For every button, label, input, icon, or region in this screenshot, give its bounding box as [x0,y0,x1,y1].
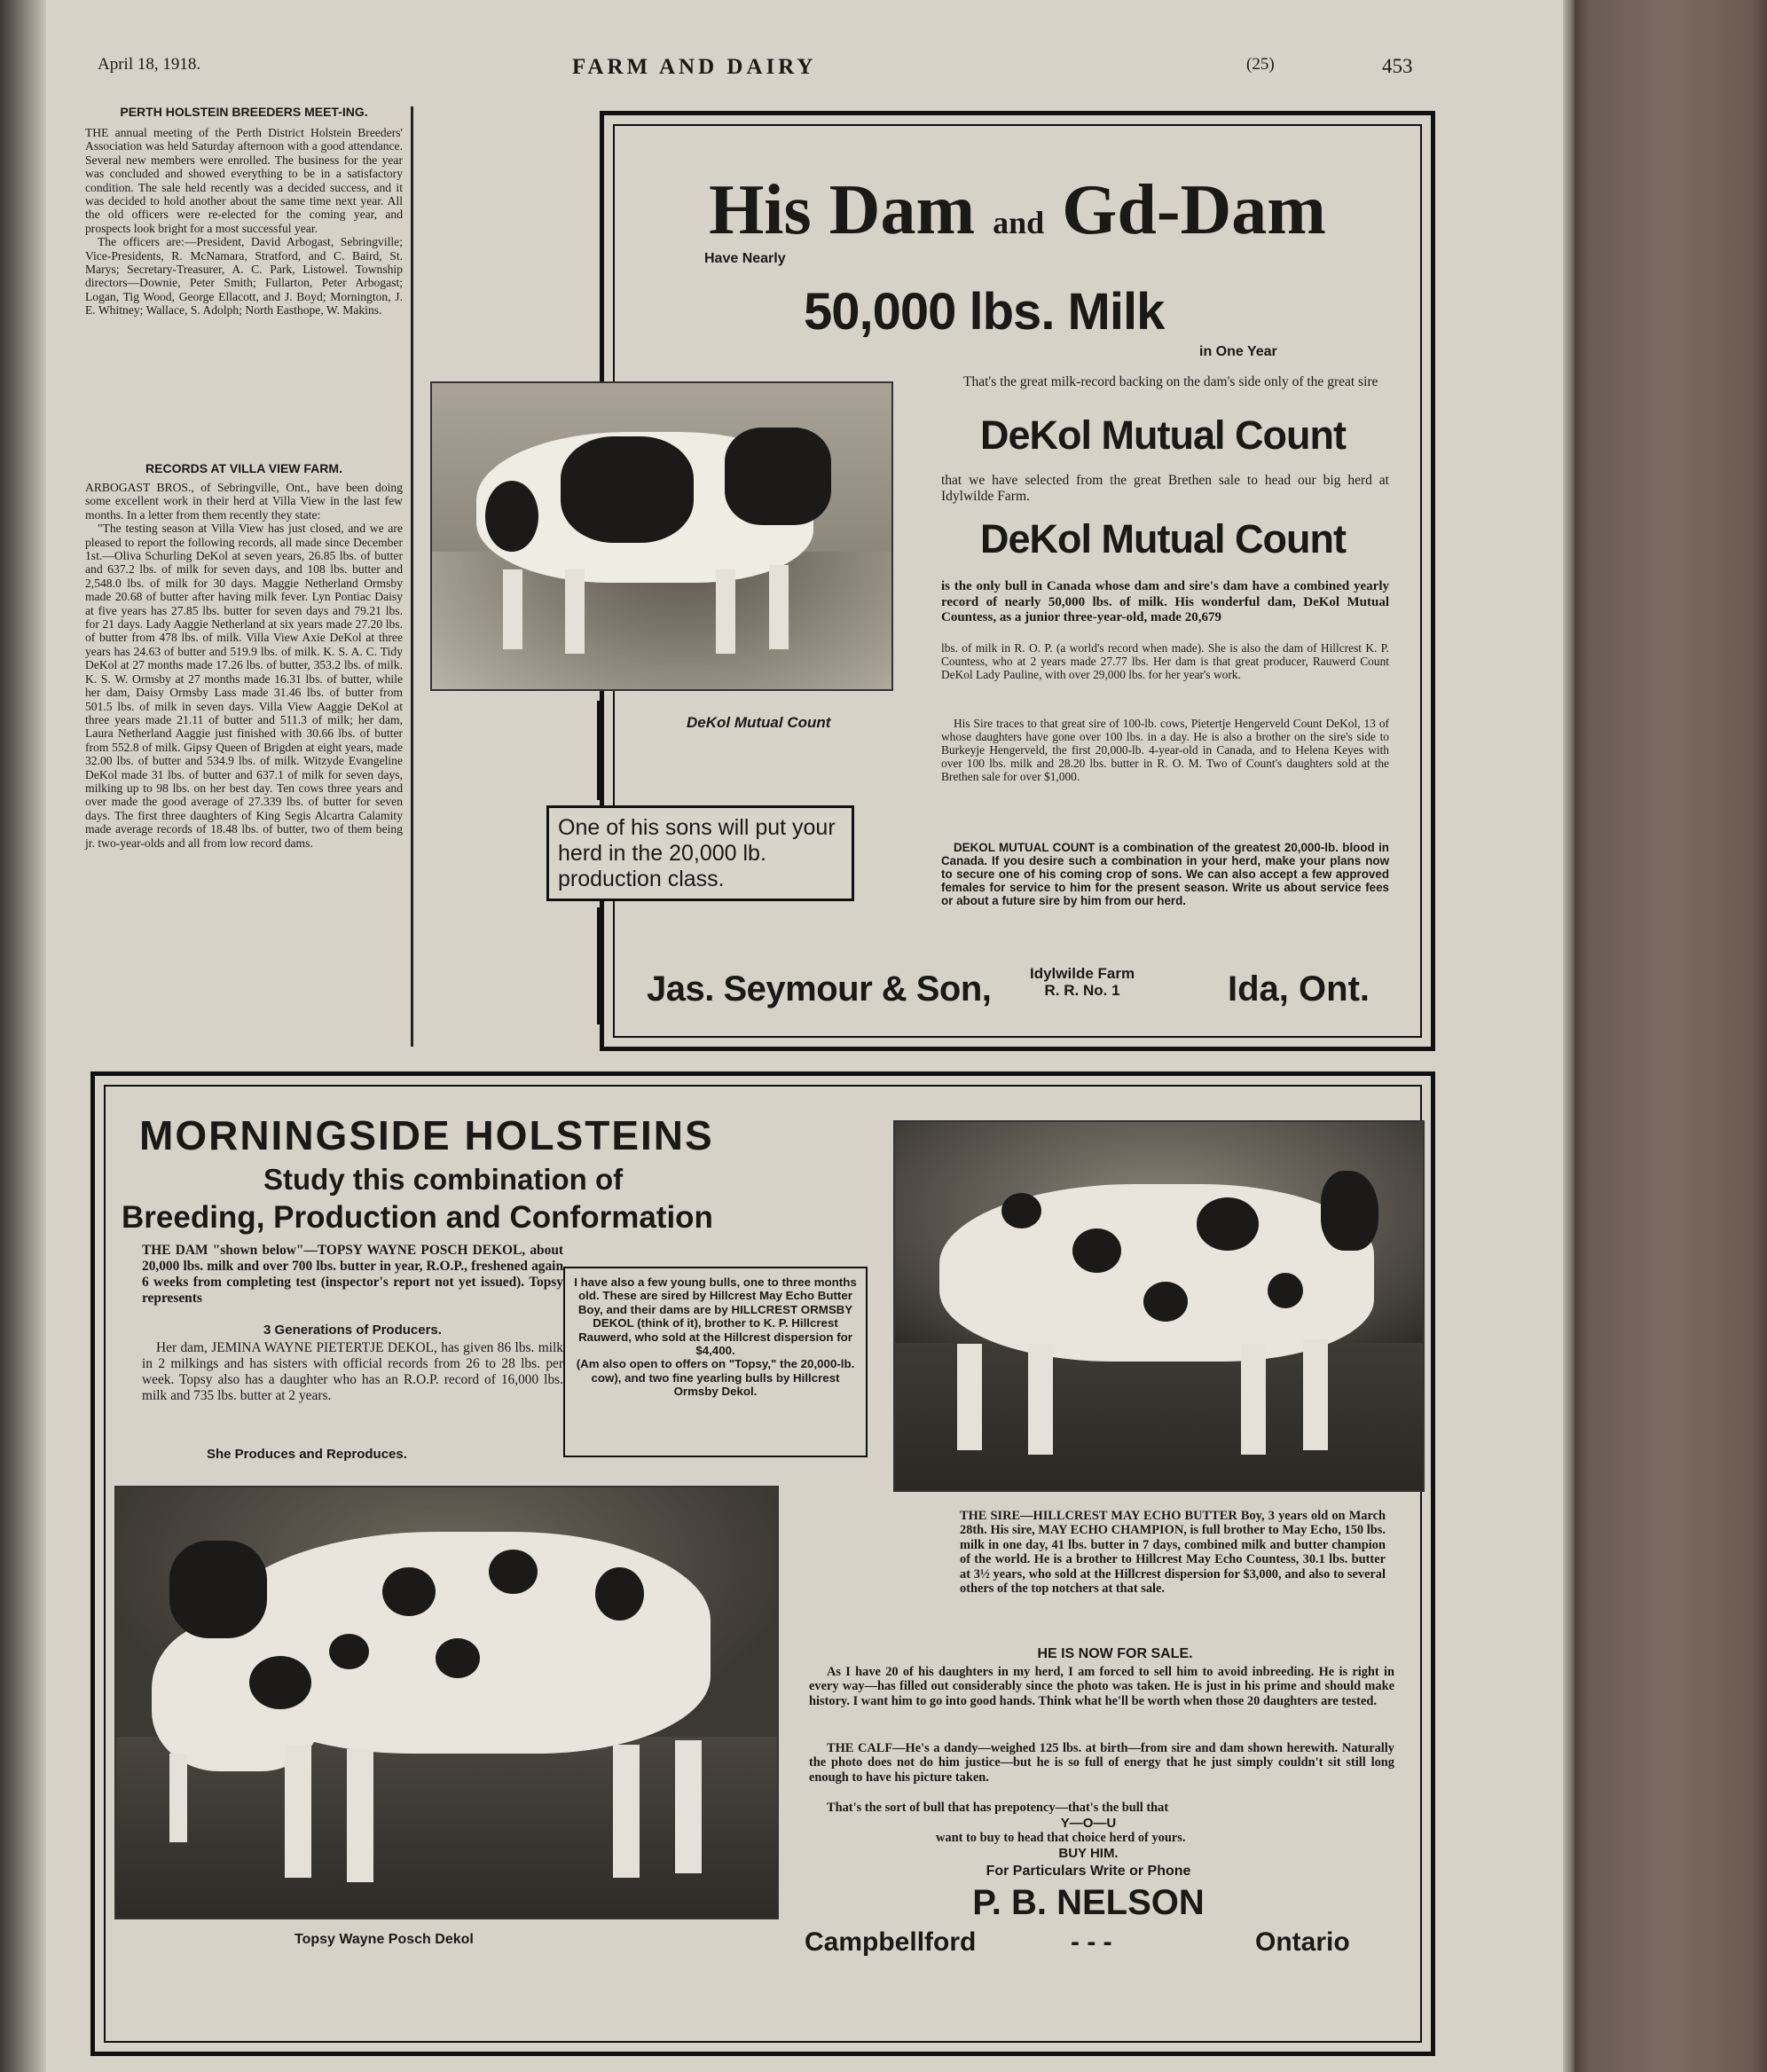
dam-leg [285,1745,311,1878]
dam-spot [489,1550,538,1594]
ad-only-bull-detail: lbs. of milk in R. O. P. (a world's record when made). She is also the dam of Hillcrest K. P. Countess, who at 2 years made 27.77 lbs. Her dam is that great producer, Rauwerd Count DeKol Lady Pauline, with over 29,000 lbs. for her year's work. [941,641,1389,681]
bull-leg [716,569,735,654]
issue-date: April 18, 1918. [98,55,201,74]
sons-callout: One of his sons will put your herd in the 20,000 lb. production class. [546,805,854,901]
sire-leg [1028,1344,1053,1455]
bull-photo [430,381,893,691]
column-rule [411,106,413,1047]
young-bulls-note [563,1267,868,1457]
sort-text: That's the sort of bull that has prepotency—that's the bull that [827,1801,1169,1815]
you: Y—O—U [1060,1816,1117,1831]
advertisement-morningside [90,1071,1435,2056]
sire-leg [957,1344,982,1450]
want-text: want to buy to head that choice herd of yours. [936,1831,1186,1845]
headline-his-dam: His Dam [709,171,976,249]
sire-photo [893,1120,1425,1492]
sire-leg [1241,1344,1266,1455]
article-body: THE annual meeting of the Perth District Holstein Breeders' Association was held Saturday afternoon with a good attendance. Several new members were enrolled. The business for the year was concluded and showed everything to be in a satisfactory condition. The sale held recently was a decided success, and it was decided to hold another about the same time next year. All the old officers were re-elected for the coming year, and prospects look bright for a most successful year. [85,126,403,235]
dam-text: THE DAM "shown below"—TOPSY WAYNE POSCH DEKOL, about 20,000 lbs. milk and over 700 lbs. butter in year, R.O.P., freshened again 6 weeks from completing test (inspector's report not yet issued). Topsy represents [142,1243,563,1306]
decor-bar [597,701,602,800]
dam-spot [329,1634,369,1669]
sire-head [1321,1171,1378,1251]
her-dam-text: Her dam, JEMINA WAYNE PIETERTJE DEKOL, has given 86 lbs. milk in 2 milkings and has sisters with official records from 26 to 28 lbs. per week. Topsy also has a daughter who has an R.O.P. record of 16,000 lbs. milk and 735 lbs. butter at 2 years. [142,1340,563,1403]
publication-title: FARM AND DAIRY [572,55,817,79]
sire-spot [1268,1273,1303,1308]
left-page-edge [0,0,46,2072]
sign-farm: Idylwilde Farm [1030,965,1135,982]
ad-title: MORNINGSIDE HOLSTEINS [139,1112,714,1158]
book-binding [1575,0,1767,2072]
calf-leg [169,1754,187,1842]
sire-spot [1143,1282,1188,1322]
note-text: I have also a few young bulls, one to three months old. These are sired by Hillcrest May Echo Butter Boy, and their dams are by HILLCREST ORMSBY DEKOL (think of it), brother to K. P. Hillcrest Rauwerd, who sold at the Hillcrest dispersion for $4,400. [574,1275,857,1358]
city: Campbellford [805,1927,977,1957]
page-ref: (25) [1246,55,1275,74]
page-number: 453 [1382,55,1413,77]
ad-headline [604,170,1431,251]
ad-intro: That's the great milk-record backing on the dam's side only of the great sire [963,374,1378,389]
generations: 3 Generations of Producers. [263,1322,442,1338]
calf-text: THE CALF—He's a dandy—weighed 125 lbs. at birth—from sire and dam shown herewith. Naturally the photo does not do him justice—but he is so full of energy that he just simply couldn't sit still long enough to have his picture taken. [809,1741,1394,1785]
milk-figure: 50,000 lbs. Milk [804,283,1165,341]
bull-leg [503,569,522,649]
ad-only-bull: is the only bull in Canada whose dam and sire's dam have a combined yearly record of nearly 50,000 lbs. of milk. His wonderful dam, DeKol Mutual Countess, as a junior three-year-old, made 20,679 [941,579,1389,624]
article-perth [85,105,403,318]
advertiser-name: P. B. NELSON [972,1883,1205,1922]
bull-leg [769,565,789,649]
bull-head-spot [725,428,831,525]
sign-rr: R. R. No. 1 [1044,982,1120,999]
dam-photo [114,1486,779,1919]
headline-gd-dam: Gd-Dam [1062,171,1326,249]
dam-spot [595,1567,644,1621]
ad-selected: that we have selected from the great Brethen sale to head our big herd at Idylwilde Farm. [941,473,1389,504]
sign-name: Jas. Seymour & Son, [647,969,992,1009]
sire-spot [1072,1228,1121,1273]
article-headline: RECORDS AT VILLA VIEW FARM. [145,461,342,475]
sire-spot [1001,1193,1041,1228]
dam-leg [613,1745,640,1878]
buy-him: BUY HIM. [1058,1846,1119,1861]
dots: - - - [1071,1927,1112,1957]
dam-spot [382,1567,436,1616]
sire-leg [1303,1339,1328,1450]
bull-photo-caption: DeKol Mutual Count [687,714,831,731]
article-headline: PERTH HOLSTEIN BREEDERS MEET-ING. [120,105,368,119]
bull-name-2: DeKol Mutual Count [980,516,1346,561]
dam-leg [347,1749,373,1882]
calf-spot [249,1656,311,1709]
particulars: For Particulars Write or Phone [986,1864,1191,1879]
dam-photo-caption: Topsy Wayne Posch Dekol [294,1932,474,1947]
bull-name: DeKol Mutual Count [980,412,1346,458]
have-nearly: Have Nearly [704,251,786,266]
ad-sire: His Sire traces to that great sire of 100-lb. cows, Pietertje Hengerveld Count DeKol, 13 of whose daughters have gone over 100 lbs. in a day. He is also a brother on the sire's side to Burkeyje Hengerveld, the first 20,000-lb. 4-year-old in Canada, and to Helena Keyes with over 100 lbs. milk and 28.20 lbs. butter in R. O. M. Two of Count's daughters sold at the Brethen sale for over $1,000. [941,717,1389,783]
for-sale: HE IS NOW FOR SALE. [1037,1646,1193,1661]
as-i-text: As I have 20 of his daughters in my herd, I am forced to sell him to avoid inbreeding. He is right in every way—has filled out considerably since the photo was taken. He is just in his prime and should make history. I want him to go into good hands. Think what he'll be worth when those 20 daughters are tested. [809,1665,1394,1708]
sire-spot [1197,1197,1259,1251]
province: Ontario [1255,1927,1350,1957]
bull-leg [565,569,585,654]
ad-combination: DEKOL MUTUAL COUNT is a combination of the greatest 20,000-lb. blood in Canada. If you desire such a combination in your herd, make your plans now to secure one of his coming crop of sons. We can also accept a few approved females for service to him for the present season. Write us about service fees or about a future sire by him from our herd. [941,841,1389,907]
page-edge-shadow [1563,0,1575,2072]
bull-rump-spot [485,481,538,552]
one-year: in One Year [1199,344,1277,359]
article-body: "The testing season at Villa View has just closed, and we are pleased to report the following records, all made since December 1st.—Oliva Schurling DeKol at seven years, 26.85 lbs. of butter and 637.2 lbs. of milk for seven days, and 108 lbs. butter and 2,548.0 lbs. of milk for 30 days. Maggie Netherland Ormsby made 20.68 of butter after having milk fever. Lyn Pontiac Daisy at five years has 27.85 lbs. butter for seven days and 79.21 lbs. for 21 days. Lady Aaggie Netherland at six years made 27.20 lbs. of butter from 478 lbs. of milk. Villa View Axie DeKol at three years has 24.63 of butter and 519.9 lbs. of milk. K. S. A. C. Tidy DeKol at 27 months made 17.26 lbs. of butter, 353.2 lbs. of milk. K. S. W. Ormsby at 27 months made 16.31 lbs. of butter, while her dam, Daisy Ormsby Lass made 31.46 lbs. of butter from 501.5 lbs. of milk in seven days. Villa View Aaggie DeKol at three years made 21.11 of butter and 511.3 of milk; her dam, Laura Netherland Aaggie just finished with 30.66 lbs. of butter from 552.8 of milk. Gipsy Queen of Brigden at eight years, made 32.00 lbs. of butter and 534.9 lbs. of milk. Witzyde Evangeline DeKol made 31 lbs. of butter and 637.1 of milk for seven days, milking up to 98 lbs. on her best day. Ten cows three years and over made the good average of 27.339 lbs. of butter for seven days. The first three daughters of King Segis Alcartra Calamity made average records of 18.48 lbs. of butter, two of them being jr. two-year-olds and all from low record dams. [85,522,403,850]
article-intro: ARBOGAST BROS., of Sebringville, Ont., have been doing some excellent work in their herd at Villa View in the last few months. In a letter from them recently they state: [85,481,403,522]
note-text-2: (Am also open to offers on "Topsy," the 20,000-lb. cow), and two fine yearling bulls by Hillcrest Ormsby Dekol. [576,1357,855,1399]
ad-subtitle: Study this combination of [263,1163,624,1196]
article-villa-view [85,461,403,850]
headline-and: and [993,205,1045,240]
sire-text: THE SIRE—HILLCREST MAY ECHO BUTTER Boy, 3 years old on March 28th. His sire, MAY ECHO CHAMPION, is full brother to May Echo, 150 lbs. milk in one day, 41 lbs. butter in 7 days, combined milk and butter champion of the world. He is a brother to Hillcrest May Echo Countess, 30.1 lbs. butter at 3½ years, who sold at the Hillcrest dispersion for $3,000, and also to several others of the top notchers at that sale. [960,1509,1386,1597]
sign-farm-block [1030,965,1135,999]
ad-subtitle-2: Breeding, Production and Conformation [122,1200,713,1235]
dam-spot [436,1638,480,1678]
dam-head [169,1541,267,1638]
bull-spot [561,436,694,543]
decor-bar [597,907,602,1024]
produces: She Produces and Reproduces. [207,1447,407,1462]
sign-place: Ida, Ont. [1228,969,1370,1009]
dam-leg [675,1740,702,1873]
advertisement-seymour [558,111,1435,1051]
article-officers: The officers are:—President, David Arbogast, Sebringville; Vice-Presidents, R. McNamara, Stratford, and C. Baird, St. Marys; Secretary-Treasurer, A. C. Park, Listowel. Township directors—Downie, Peter Smith; Fullarton, Peter Arbogast; Logan, Tig Wood, George Ellacott, and J. Boyd; Mornington, J. E. Whitney; Wallace, S. Adolph; North Easthope, W. Makins. [85,235,403,318]
